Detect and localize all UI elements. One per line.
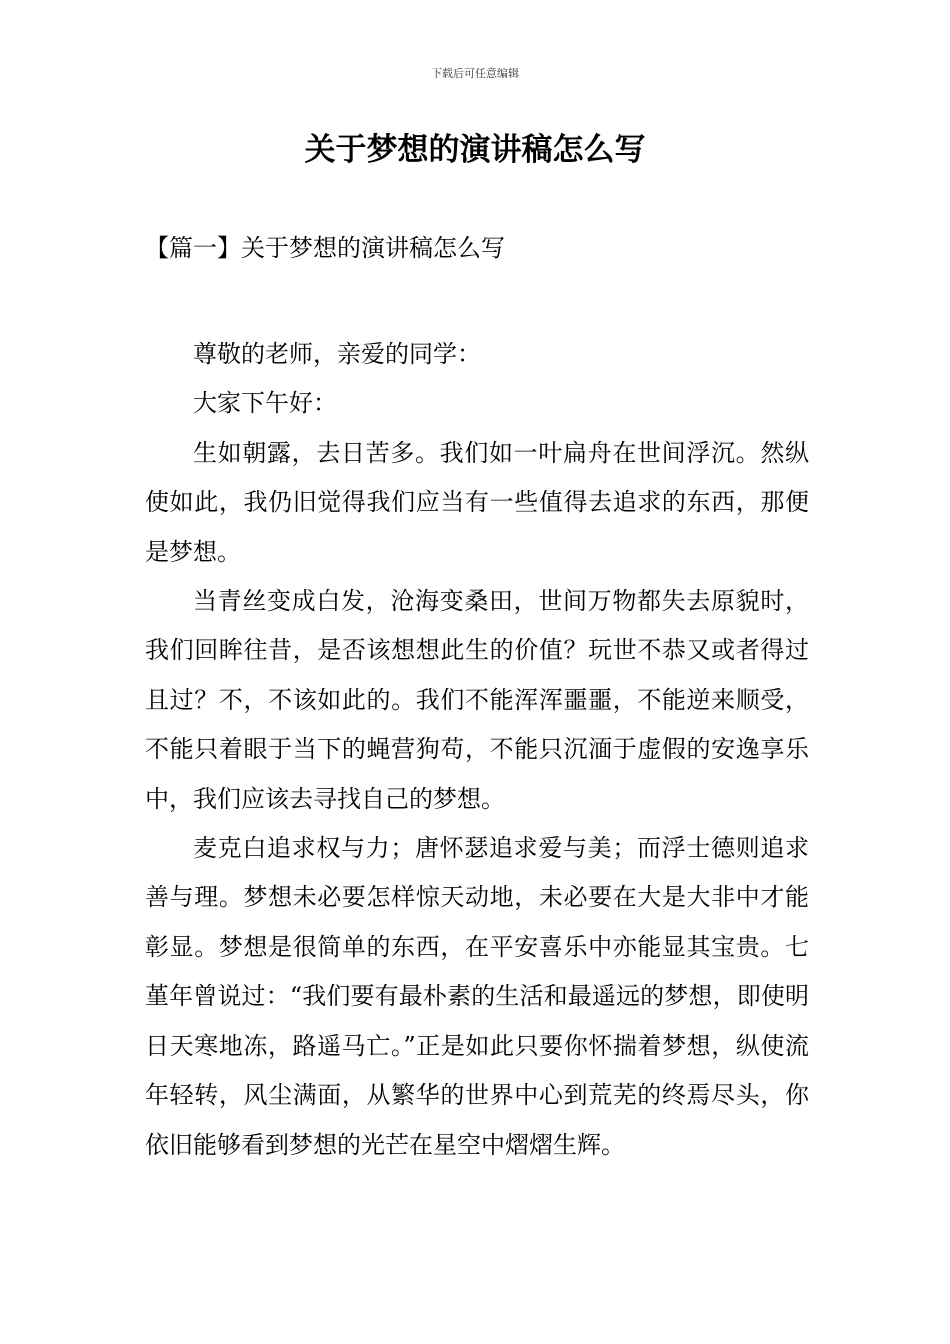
section-heading: 【篇一】关于梦想的演讲稿怎么写 [145,234,505,262]
paragraph: 麦克白追求权与力；唐怀瑟追求爱与美；而浮士德则追求善与理。梦想未必要怎样惊天动地，未必要在大是大非中才能彰显。梦想是很简单的东西，在平安喜乐中亦能显其宝贵。七堇年曾说过：“我们要有最朴素的生活和最遥远的梦想，即使明日天寒地冻，路遥马亡。”正是如此只要你怀揣着梦想，纵使流年轻转，风尘满面，从繁华的世界中心到荒芜的终焉尽头，你依旧能够看到梦想的光芒在星空中熠熠生辉。 [145,834,809,1159]
paragraph: 大家下午好： [193,389,337,418]
paragraph: 当青丝变成白发，沧海变桑田，世间万物都失去原貌时，我们回眸往昔，是否该想想此生的价值？玩世不恭又或者得过且过？不，不该如此的。我们不能浑浑噩噩，不能逆来顺受，不能只着眼于当下的蝇营狗苟，不能只沉湎于虚假的安逸享乐中，我们应该去寻找自己的梦想。 [145,587,809,813]
paragraph: 生如朝露，去日苦多。我们如一叶扁舟在世间浮沉。然纵使如此，我仍旧觉得我们应当有一些值得去追求的东西，那便是梦想。 [145,438,809,566]
document-body [145,330,809,1170]
paragraph: 尊敬的老师，亲爱的同学： [193,340,481,368]
document-title: 关于梦想的演讲稿怎么写 [304,132,646,168]
header-note: 下载后可任意编辑 [431,67,519,80]
